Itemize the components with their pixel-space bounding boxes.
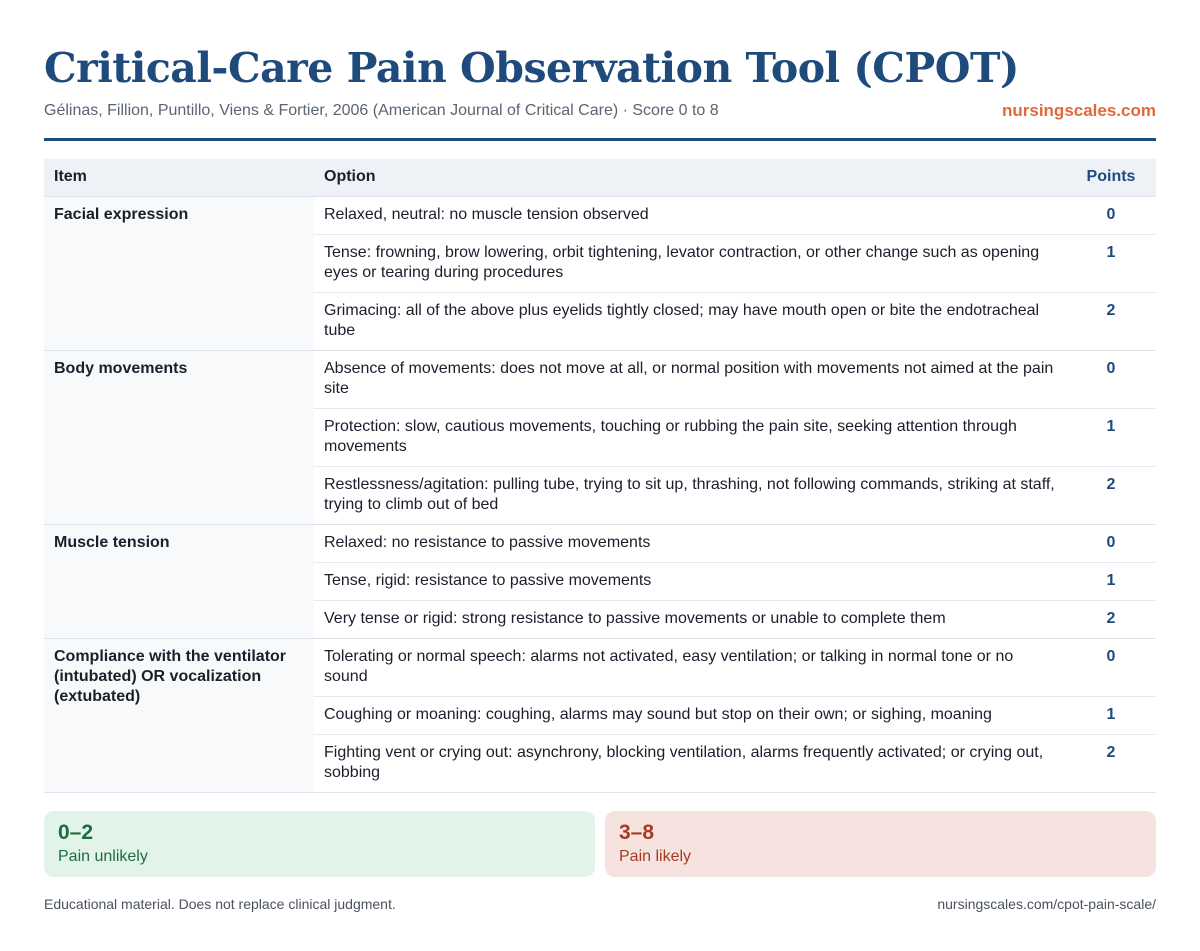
score-range: 3–8 (619, 820, 655, 844)
item-cell: Muscle tension (44, 524, 314, 638)
option-cell: Fighting vent or crying out: asynchrony, blocking ventilation, alarms frequently activated; or crying out, sobbing (314, 734, 1066, 792)
item-cell: Body movements (44, 350, 314, 524)
points-cell: 2 (1066, 292, 1156, 350)
column-header-option: Option (314, 159, 1066, 196)
pain-unlikely-box (44, 811, 595, 877)
option-cell: Tense, rigid: resistance to passive movements (314, 562, 1066, 600)
score-interpretation: Pain likely (619, 847, 692, 865)
option-cell: Relaxed: no resistance to passive movements (314, 524, 1066, 562)
points-cell: 1 (1066, 562, 1156, 600)
subtitle-row (44, 99, 1156, 123)
page-footer (44, 896, 1156, 912)
points-cell: 0 (1066, 524, 1156, 562)
points-cell: 1 (1066, 696, 1156, 734)
page-title: Critical-Care Pain Observation Tool (CPOT) (44, 44, 1019, 92)
points-cell: 0 (1066, 350, 1156, 408)
disclaimer-text: Educational material. Does not replace clinical judgment. (44, 895, 396, 912)
option-cell: Restlessness/agitation: pulling tube, trying to sit up, thrashing, not following commands, striking at staff, trying to climb out of bed (314, 466, 1066, 524)
option-cell: Tense: frowning, brow lowering, orbit tightening, levator contraction, or other change such as opening eyes or tearing during procedures (314, 234, 1066, 292)
brand-name[interactable]: nursingscales.com (1001, 101, 1156, 120)
option-cell: Protection: slow, cautious movements, touching or rubbing the pain site, seeking attention through movements (314, 408, 1066, 466)
table-row (44, 524, 1156, 562)
interpretation-boxes (44, 811, 1156, 877)
table-row (44, 638, 1156, 696)
table-row (44, 196, 1156, 234)
points-cell: 2 (1066, 600, 1156, 638)
cpot-table (44, 159, 1156, 793)
title-divider (44, 138, 1156, 141)
column-header-points: Points (1066, 159, 1156, 196)
option-cell: Tolerating or normal speech: alarms not activated, easy ventilation; or talking in normal tone or no sound (314, 638, 1066, 696)
option-cell: Very tense or rigid: strong resistance to passive movements or unable to complete them (314, 600, 1066, 638)
points-cell: 1 (1066, 408, 1156, 466)
source-url-link[interactable]: nursingscales.com/cpot-pain-scale/ (937, 895, 1156, 912)
table-header-row (44, 159, 1156, 196)
points-cell: 0 (1066, 196, 1156, 234)
option-cell: Absence of movements: does not move at all, or normal position with movements not aimed at the pain site (314, 350, 1066, 408)
option-cell: Grimacing: all of the above plus eyelids tightly closed; may have mouth open or bite the endotracheal tube (314, 292, 1066, 350)
points-cell: 2 (1066, 466, 1156, 524)
points-cell: 1 (1066, 234, 1156, 292)
item-cell: Compliance with the ventilator (intubated) OR vocalization (extubated) (44, 638, 314, 792)
points-cell: 0 (1066, 638, 1156, 696)
table-row (44, 350, 1156, 408)
citation-subtitle: Gélinas, Fillion, Puntillo, Viens & Fortier, 2006 (American Journal of Critical Care) · Score 0 to 8 (44, 102, 719, 119)
column-header-item: Item (44, 159, 314, 196)
score-interpretation: Pain unlikely (58, 847, 148, 865)
pain-likely-box (605, 811, 1156, 877)
points-cell: 2 (1066, 734, 1156, 792)
score-range: 0–2 (58, 820, 94, 844)
item-cell: Facial expression (44, 196, 314, 350)
option-cell: Coughing or moaning: coughing, alarms may sound but stop on their own; or sighing, moaning (314, 696, 1066, 734)
option-cell: Relaxed, neutral: no muscle tension observed (314, 196, 1066, 234)
